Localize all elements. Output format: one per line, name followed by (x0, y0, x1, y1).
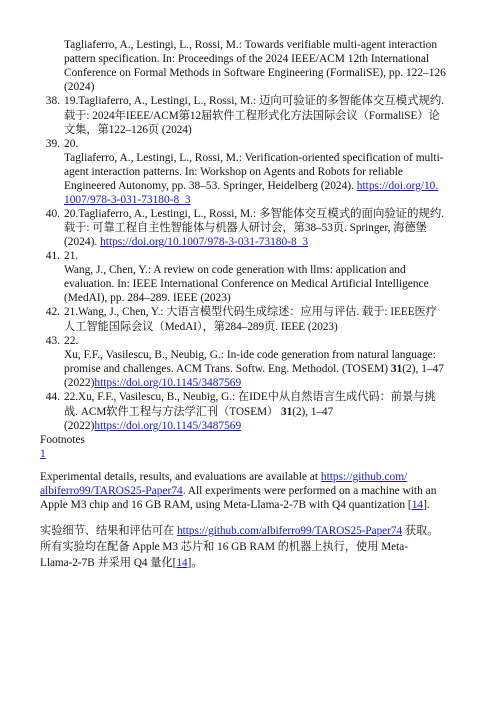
ref-44-issue-pages: (2), 1–47 (292, 406, 334, 418)
ref-44-doi-link[interactable]: https://doi.org/10.1145/3487569 (94, 420, 242, 432)
ref-44-year: (2022) (64, 420, 95, 432)
ref-42-line-1: 21.Wang, J., Chen, Y.: 大语言模型代码生成综述：应用与评估. 载于: IEEE医疗 (64, 306, 437, 318)
footnote-en-text-3: Apple M3 chip and 16 GB RAM, using Meta-Llama-2-7B with Q4 quantization [ (40, 499, 412, 511)
footnote-en-text-4: ]. (423, 499, 430, 511)
ref-39-doi-link-part-2[interactable]: 1007/978-3-031-73180-8_3 (64, 194, 191, 206)
ref-39-line-1: 20. (64, 138, 79, 150)
footnote-en-text-2: . All experiments were performed on a machine with an (182, 485, 437, 497)
ref-39-number: 39. (45, 138, 60, 150)
footnote-zh-github-link[interactable]: https://github.com/albiferro99/TAROS25-Paper74 (177, 525, 403, 537)
footnote-zh-line-2: 所有实验均在配备 Apple M3 芯片和 16 GB RAM 的机器上执行，使用 Meta- (40, 541, 408, 553)
footnote-en-text-1: Experimental details, results, and evaluations are available at (40, 471, 321, 483)
ref-40-line-1: 20.Tagliaferro, A., Lestingi, L., Rossi, M.: 多智能体交互模式的面向验证的规约. (64, 208, 445, 220)
ref-38-number: 38. (45, 95, 60, 107)
footnote-zh-text-2: 获取。 (402, 525, 439, 537)
footnote-en-line-1 (40, 470, 407, 484)
footnote-en-github-link-part-1[interactable]: https://github.com/ (320, 471, 408, 483)
ref-41-line-2: Wang, J., Chen, Y.: A review on code generation with llms: application and (64, 264, 406, 276)
ref-43-line-2: Xu, F.F., Vasilescu, B., Neubig, G.: In-ide code generation from natural language: (64, 349, 436, 361)
footnote-zh-citation-link[interactable]: 14 (176, 557, 188, 569)
ref-41-line-3: evaluation. In: IEEE International Conference on Medical Artificial Intelligence (64, 278, 429, 290)
ref-40-number: 40. (45, 208, 60, 220)
footnote-zh-line-1 (40, 524, 438, 538)
footnotes-heading: Footnotes (40, 434, 85, 446)
ref-41-line-4: (MedAI), pp. 284–289. IEEE (2023) (64, 292, 231, 304)
ref-42-number: 42. (45, 306, 60, 318)
footnote-1-marker[interactable]: 1 (40, 448, 46, 460)
ref-44-line-2-text: 战. ACM软件工程与方法学汇刊（TOSEM） (64, 406, 282, 418)
footnote-en-line-3 (40, 498, 430, 512)
ref-43-volume: 31 (390, 363, 403, 375)
ref-40-doi-link[interactable]: https://doi.org/10.1007/978-3-031-73180-8_3 (100, 236, 309, 248)
ref-44-volume: 31 (281, 406, 293, 418)
ref-39-line-5 (64, 193, 191, 207)
ref-37-line-4: (2024) (64, 81, 95, 93)
ref-44-line-1: 22.Xu, F.F., Vasilescu, B., Neubig, G.: 在IDE中从自然语言生成代码：前景与挑 (64, 391, 436, 403)
footnote-en-citation-link[interactable]: 14 (411, 499, 424, 511)
ref-37-line-3: Conference on Formal Methods in Software Engineering (FormaliSE), pp. 122–126 (64, 67, 446, 79)
ref-37-line-1: Tagliaferro, A., Lestingi, L., Rossi, M.: Towards verifiable multi-agent interaction (64, 39, 438, 51)
ref-43-line-3-text: promise and challenges. ACM Trans. Softw. Eng. Methodol. (TOSEM) (64, 363, 391, 375)
ref-42-line-2: 人工智能国际会议（MedAI），第284–289页. IEEE (2023) (64, 321, 338, 333)
ref-39-line-4-text: Engineered Autonomy, pp. 38–53. Springer, Heidelberg (2024). (64, 180, 357, 192)
ref-43-line-3 (64, 362, 444, 376)
ref-38-line-2: 载于: 2024年IEEE/ACM第12届软件工程形式化方法国际会议（FormaliSE）论 (64, 110, 440, 122)
footnote-zh-text-1: 实验细节、结果和评估可在 (40, 525, 178, 537)
ref-44-number: 44. (45, 391, 60, 403)
ref-37-line-2: pattern specification. In: Proceedings of the 2024 IEEE/ACM 12th International (64, 53, 430, 65)
footnote-1-marker-line (40, 447, 46, 461)
ref-44-line-3 (64, 419, 241, 433)
ref-43-line-1: 22. (64, 335, 79, 347)
ref-39-line-3: agent interaction patterns. In: Workshop on Agents and Robots for reliable (64, 166, 403, 178)
ref-43-year: (2022) (64, 377, 95, 389)
ref-38-line-1: 19.Tagliaferro, A., Lestingi, L., Rossi, M.: 迈向可验证的多智能体交互模式规约. (64, 95, 445, 107)
ref-43-number: 43. (45, 335, 60, 347)
ref-41-line-1: 21. (64, 250, 79, 262)
footnote-en-line-2 (40, 484, 436, 498)
footnote-en-github-link-part-2[interactable]: albiferro99/TAROS25-Paper74 (40, 485, 183, 497)
footnote-zh-text-3: Llama-2-7B 并采用 Q4 量化[ (40, 557, 177, 569)
ref-43-line-4 (64, 376, 241, 390)
ref-40-line-3 (64, 235, 308, 249)
ref-40-line-3-text: (2024). (64, 236, 101, 248)
ref-43-issue-pages: (2), 1–47 (402, 363, 444, 375)
ref-43-doi-link[interactable]: https://doi.org/10.1145/3487569 (94, 377, 242, 389)
ref-39-doi-link-part-1[interactable]: https://doi.org/10. (356, 180, 439, 192)
ref-39-line-2: Tagliaferro, A., Lestingi, L., Rossi, M.: Verification-oriented specification of multi- (64, 152, 444, 164)
ref-40-line-2: 载于: 可靠工程自主性智能体与机器人研讨会，第38–53页. Springer, 海德堡 (64, 222, 427, 234)
ref-38-line-3: 文集，第122–126页 (2024) (64, 124, 192, 136)
ref-41-number: 41. (45, 250, 60, 262)
ref-44-line-2 (64, 405, 333, 419)
footnote-zh-line-3 (40, 556, 203, 570)
footnote-zh-text-4: ]。 (187, 557, 203, 569)
ref-39-line-4 (64, 179, 438, 193)
